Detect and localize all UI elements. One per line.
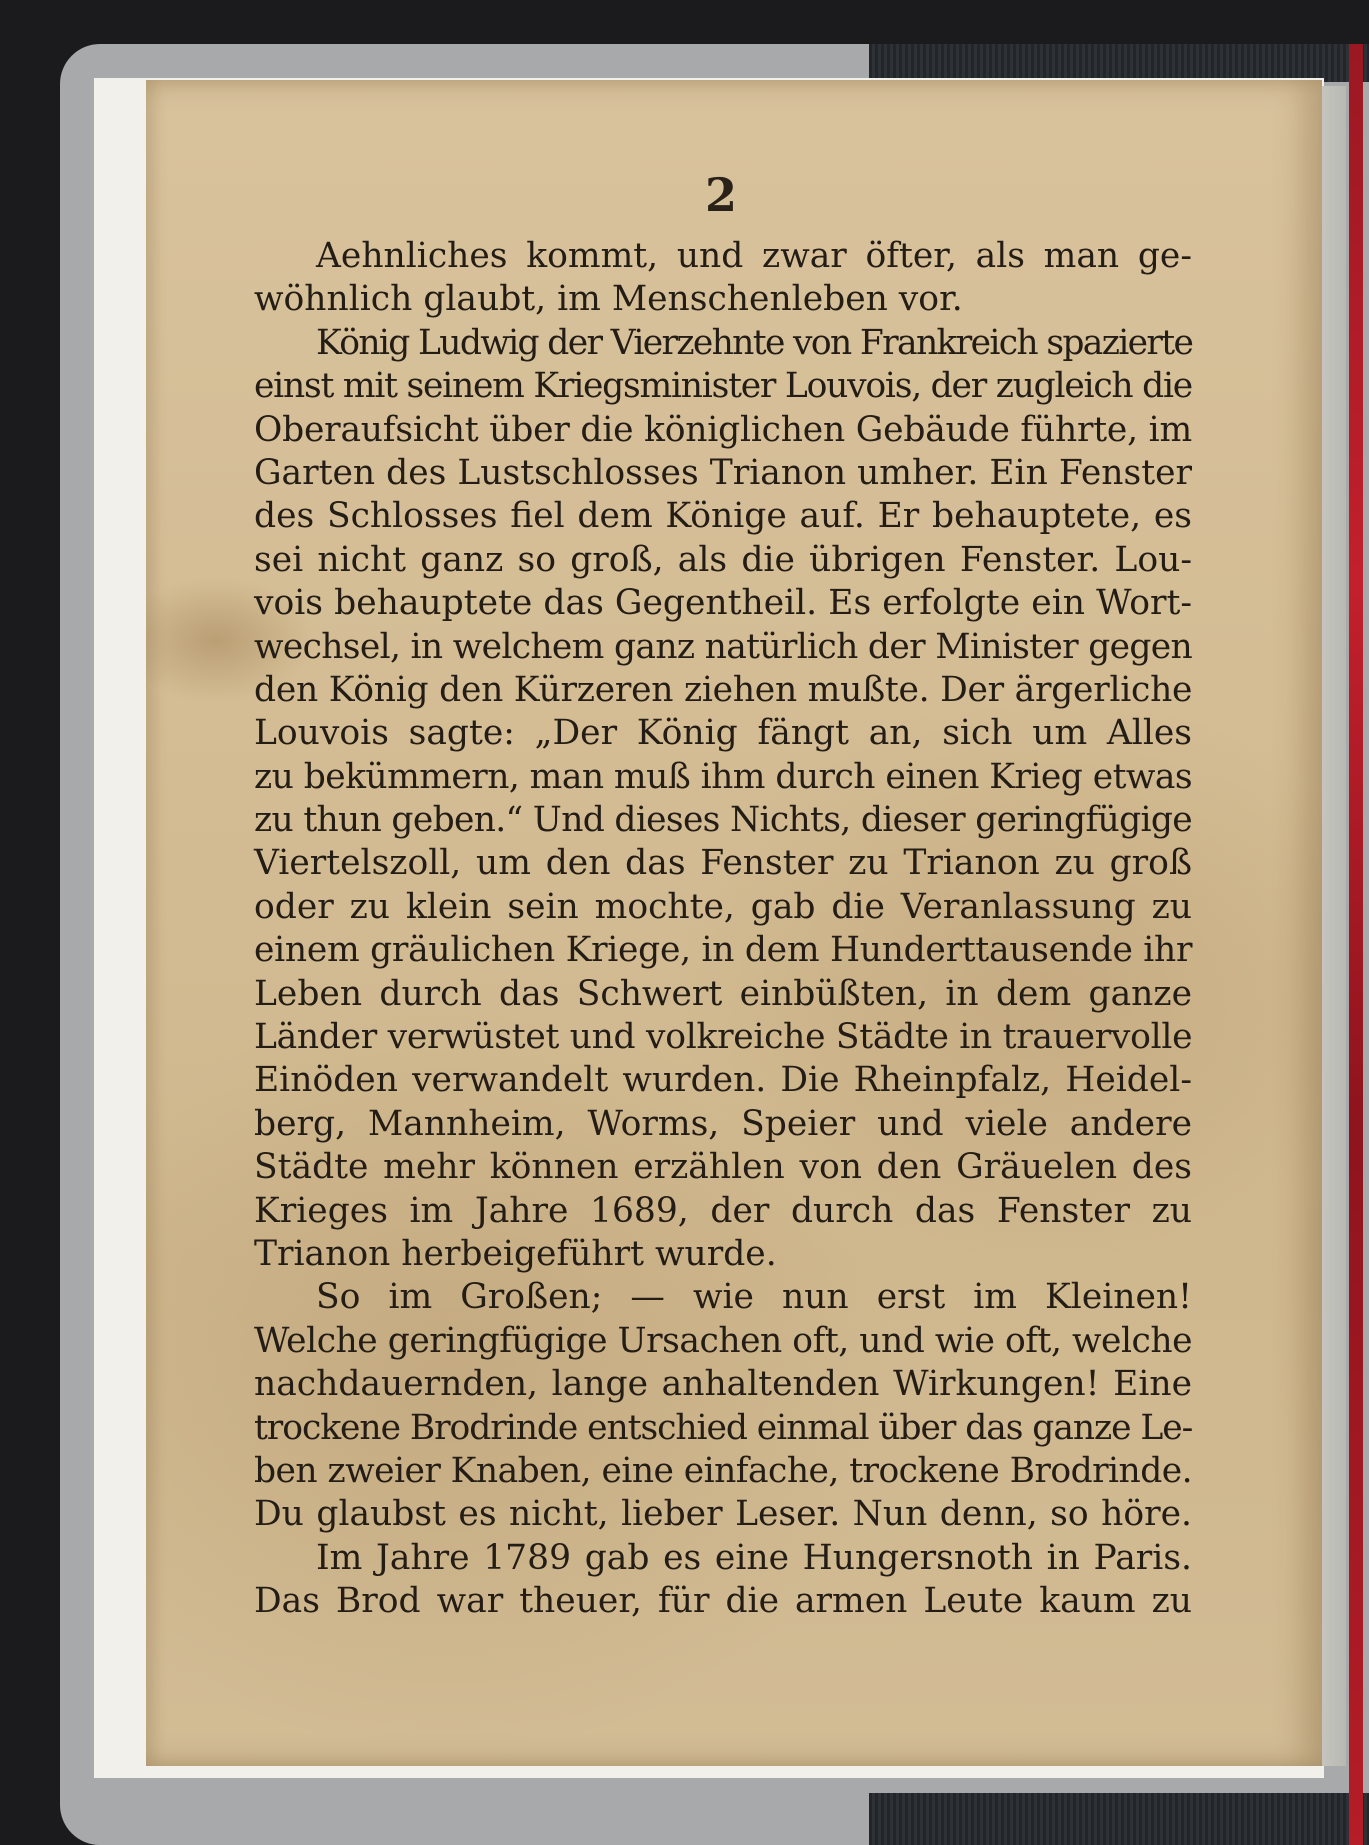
- text-line: Im Jahre 1789 gab es eine Hungersnoth in Paris.: [316, 1537, 1192, 1578]
- text-line: nachdauernden, lange anhaltenden Wirkungen! Eine: [254, 1364, 1192, 1405]
- text-line: einst mit seinem Kriegsminister Louvois, der zugleich die: [254, 366, 1192, 407]
- text-line: Länder verwüstet und volkreiche Städte in trauervolle: [254, 1017, 1193, 1058]
- text-line: Krieges im Jahre 1689, der durch das Fenster zu: [254, 1190, 1192, 1231]
- book-page: [146, 80, 1322, 1766]
- text-line: Du glaubst es nicht, lieber Leser. Nun denn, so höre.: [254, 1494, 1192, 1535]
- text-line: wöhnlich glaubt, im Menschenleben vor.: [254, 279, 963, 320]
- text-line: König Ludwig der Vierzehnte von Frankreich spazierte: [316, 322, 1193, 363]
- text-line: trockene Brodrinde entschied einmal über das ganze Le-: [254, 1407, 1193, 1448]
- text-line: Garten des Lustschlosses Trianon umher. Ein Fenster: [254, 452, 1192, 493]
- text-line: zu thun geben.“ Und dieses Nichts, dieser geringfügige: [254, 800, 1192, 841]
- text-line: sei nicht ganz so groß, als die übrigen Fenster. Lou-: [254, 539, 1192, 580]
- text-line: Leben durch das Schwert einbüßten, in dem ganze: [254, 973, 1192, 1014]
- body-text: [254, 235, 1192, 1624]
- text-line: des Schlosses fiel dem Könige auf. Er behauptete, es: [254, 496, 1192, 537]
- text-line: Louvois sagte: „Der König fängt an, sich um Alles: [254, 713, 1192, 754]
- book-spine-bottom: [869, 1793, 1369, 1845]
- text-line: einem gräulichen Kriege, in dem Hunderttausende ihr: [254, 930, 1193, 971]
- text-line: So im Großen; — wie nun erst im Kleinen!: [316, 1277, 1192, 1318]
- text-line: Oberaufsicht über die königlichen Gebäude führte, im: [254, 409, 1192, 450]
- text-line: Städte mehr können erzählen von den Gräuelen des: [254, 1147, 1192, 1188]
- text-line: oder zu klein sein mochte, gab die Veranlassung zu: [254, 886, 1192, 927]
- text-line: ben zweier Knaben, eine einfache, trockene Brodrinde.: [254, 1450, 1193, 1491]
- text-line: Viertelszoll, um den das Fenster zu Trianon zu groß: [254, 843, 1192, 884]
- book-spine-top: [869, 44, 1369, 82]
- text-line: berg, Mannheim, Worms, Speier und viele andere: [254, 1103, 1192, 1144]
- text-line: Welche geringfügige Ursachen oft, und wie oft, welche: [254, 1320, 1193, 1361]
- text-line: Aehnliches kommt, und zwar öfter, als man ge-: [316, 236, 1192, 276]
- text-line: zu bekümmern, man muß ihm durch einen Krieg etwas: [254, 756, 1192, 797]
- text-line: Einöden verwandelt wurden. Die Rheinpfalz, Heidel-: [254, 1060, 1192, 1101]
- page-number: 2: [704, 168, 737, 222]
- text-line: vois behauptete das Gegentheil. Es erfolgte ein Wort-: [254, 583, 1192, 624]
- text-line: Trianon herbeigeführt wurde.: [254, 1233, 777, 1274]
- text-line: wechsel, in welchem ganz natürlich der Minister gegen: [254, 626, 1193, 667]
- bookmark-ribbon: [1349, 44, 1363, 1845]
- text-line: Das Brod war theuer, für die armen Leute kaum zu: [254, 1581, 1192, 1622]
- text-line: den König den Kürzeren ziehen mußte. Der ärgerliche: [254, 669, 1193, 710]
